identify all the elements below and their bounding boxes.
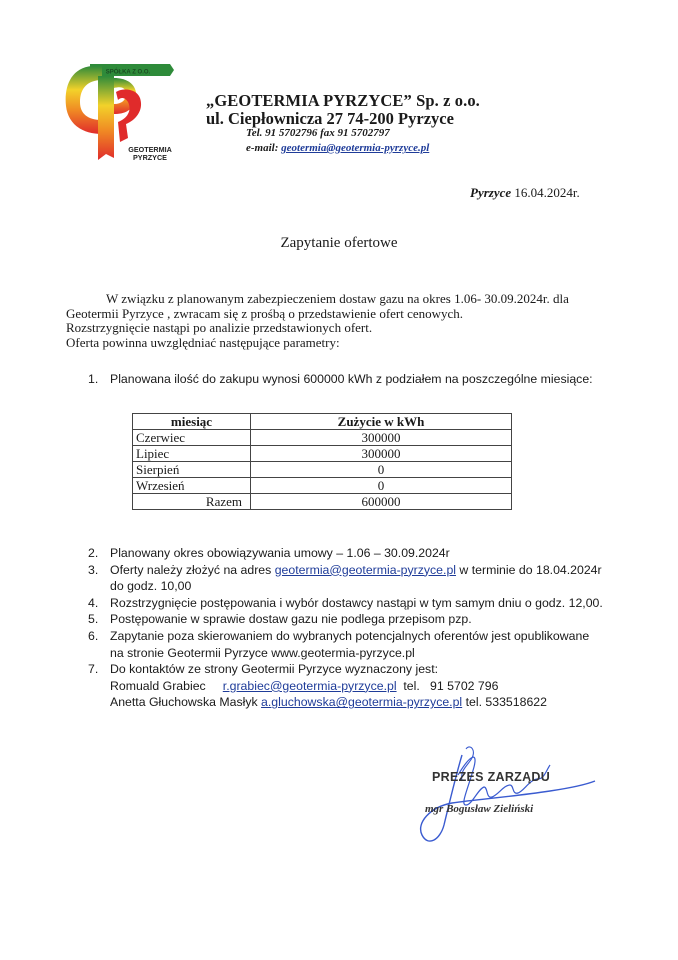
list-item-4 [88, 595, 648, 612]
list-text: Postępowanie w sprawie dostaw gazu nie podlega przepisom pzp. [110, 612, 472, 627]
intro-paragraph [66, 292, 626, 350]
list-number: 5. [88, 612, 99, 627]
contact-2-email-link[interactable]: a.gluchowska@geotermia-pyrzyce.pl [261, 695, 463, 710]
contact-1-email-link[interactable]: r.grabiec@geotermia-pyrzyce.pl [222, 678, 397, 693]
usage-table [132, 413, 512, 510]
intro-line-3: Rozstrzygnięcie nastąpi po analizie przedstawionych ofert. [66, 320, 373, 335]
list-number: 7. [88, 662, 99, 677]
intro-line-4: Oferta powinna uwzględniać następujące parametry: [66, 334, 340, 350]
header-month: miesiąc [133, 414, 251, 430]
intro-line-2: Geotermii Pyrzyce , zwracam się z prośbą o przedstawienie ofert cenowych. [66, 305, 464, 321]
list-text: w terminie do 18.04.2024r [456, 562, 602, 577]
list-item-6 [88, 628, 648, 661]
cell-month: Wrzesień [133, 478, 251, 494]
list-text: na stronie Geotermii Pyrzyce www.geotermia-pyrzyce.pl [110, 645, 415, 660]
total-label: Razem [133, 494, 251, 510]
date-value: 16.04.2024r. [511, 185, 580, 200]
header-usage: Zużycie w kWh [251, 414, 512, 430]
signature-name: mgr Bogusław Zieliński [425, 803, 534, 815]
list-item-5 [88, 611, 648, 628]
contact-2-phone: tel. 533518622 [462, 695, 547, 710]
table-row [133, 446, 512, 462]
cell-value: 300000 [251, 446, 512, 462]
company-phone-fax: Tel. 91 5702796 fax 91 5702797 [246, 127, 390, 139]
contact-2-name: Anetta Głuchowska Masłyk [110, 695, 262, 710]
cell-value: 300000 [251, 430, 512, 446]
list-text: Planowana ilość do zakupu wynosi 600000 kWh z podziałem na poszczególne miesiące: [110, 372, 593, 386]
cell-value: 0 [251, 462, 512, 478]
list-item-3 [88, 562, 648, 595]
logo-caption-2: PYRZYCE [133, 153, 167, 162]
logo-banner-text: SPÓŁKA Z O.O. [105, 69, 151, 76]
list-number: 6. [88, 628, 99, 643]
date-place: Pyrzyce [470, 185, 512, 200]
list-number: 3. [88, 562, 99, 577]
list-text: Rozstrzygnięcie postępowania i wybór dostawcy nastąpi w tym samym dniu o godz. 12,00. [110, 595, 603, 610]
list-number: 1. [88, 372, 99, 386]
logo-caption-1: GEOTERMIA [128, 145, 172, 154]
list-number: 2. [88, 546, 99, 560]
list-item-1 [88, 371, 648, 388]
contact-1-name: Romuald Grabiec [110, 678, 223, 693]
table-row [133, 430, 512, 446]
contact-1-phone: tel. 91 5702 796 [396, 678, 499, 693]
cell-month: Lipiec [133, 446, 251, 462]
numbered-list [88, 545, 648, 711]
list-text: Oferty należy złożyć na adres [110, 562, 275, 577]
table-row [133, 478, 512, 494]
list-number: 4. [88, 595, 99, 610]
signature-title: PREZES ZARZĄDU [432, 770, 551, 784]
company-address: ul. Ciepłownicza 27 74-200 Pyrzyce [206, 109, 454, 128]
intro-line-1: W związku z planowanym zabezpieczeniem dostaw gazu na okres 1.06- 30.09.2024r. dla [106, 291, 569, 306]
total-value: 600000 [251, 494, 512, 510]
company-logo [62, 58, 182, 168]
company-email-link[interactable]: geotermia@geotermia-pyrzyce.pl [281, 142, 430, 154]
offer-email-link[interactable]: geotermia@geotermia-pyrzyce.pl [274, 562, 457, 577]
table-header-row [133, 414, 512, 430]
cell-month: Czerwiec [133, 430, 251, 446]
list-item-7 [88, 661, 648, 711]
signature-scribble [400, 745, 600, 850]
list-text: Do kontaktów ze strony Geotermii Pyrzyce wyznaczony jest: [110, 662, 439, 677]
cell-month: Sierpień [133, 462, 251, 478]
list-text: Zapytanie poza skierowaniem do wybranych potencjalnych oferentów jest opublikowane [110, 628, 590, 643]
list-item-2 [88, 545, 648, 562]
list-text: do godz. 10,00 [110, 579, 192, 594]
table-total-row [133, 494, 512, 510]
list-text: Planowany okres obowiązywania umowy – 1.06 – 30.09.2024r [110, 546, 450, 560]
company-email-line [246, 142, 429, 154]
company-name: „GEOTERMIA PYRZYCE” Sp. z o.o. [206, 91, 480, 110]
document-title: Zapytanie ofertowe [280, 235, 398, 251]
email-label: e-mail: [246, 142, 282, 154]
table-row [133, 462, 512, 478]
letter-date [470, 185, 580, 201]
cell-value: 0 [251, 478, 512, 494]
